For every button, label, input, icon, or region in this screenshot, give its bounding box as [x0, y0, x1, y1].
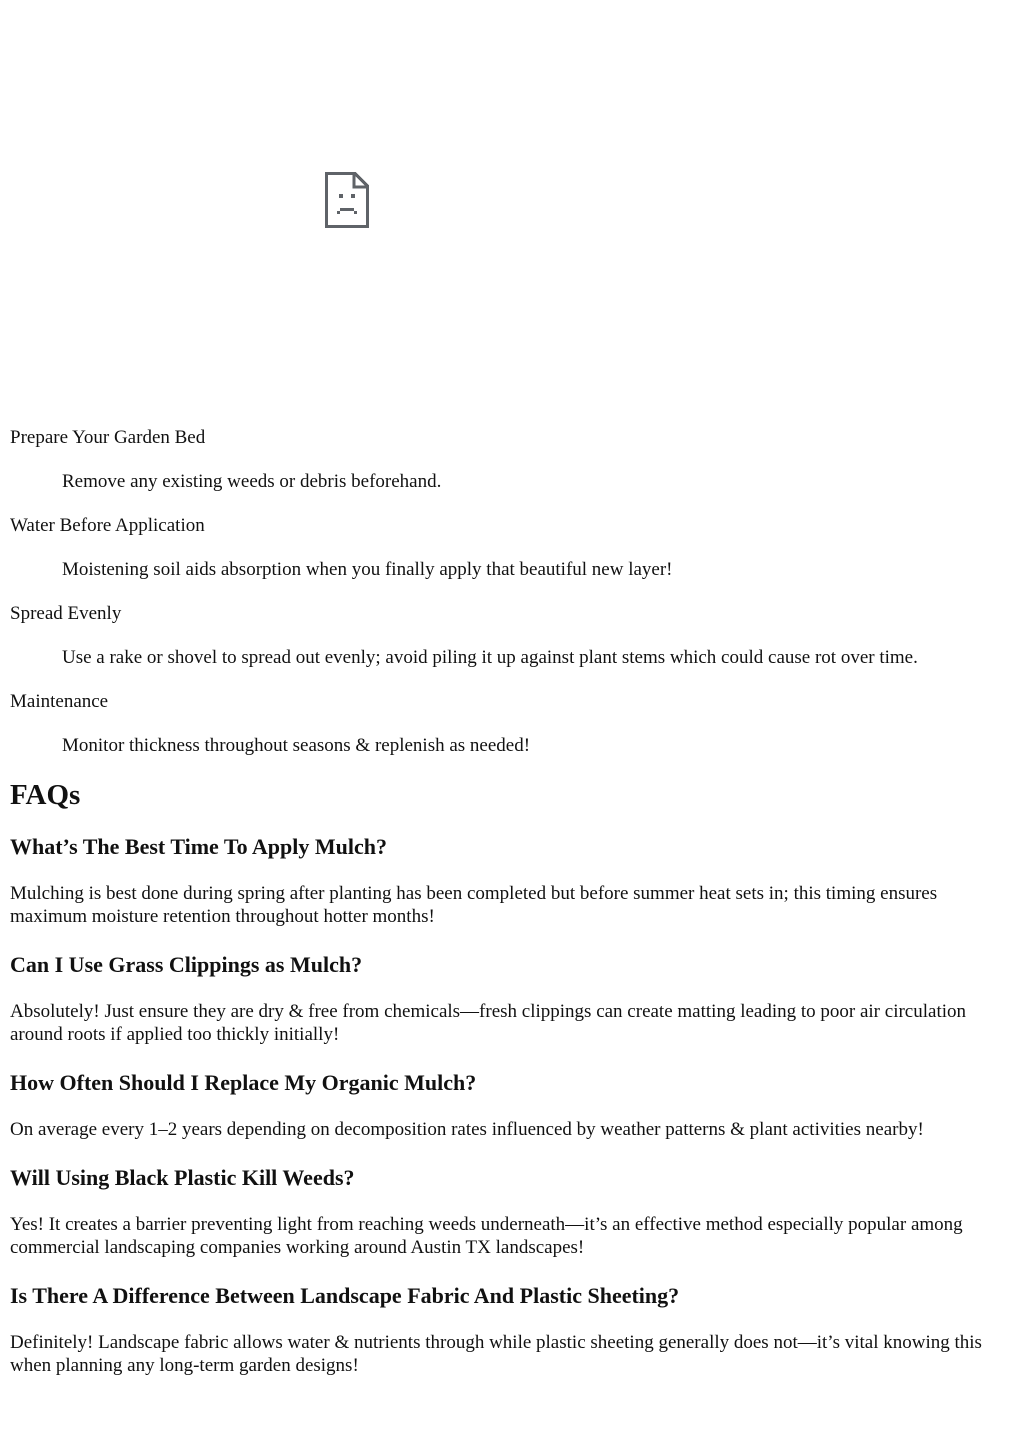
faq-answer: On average every 1–2 years depending on decomposition rates influenced by weather patterns & plant activities nearby! — [10, 1119, 924, 1140]
step-detail: Moistening soil aids absorption when you finally apply that beautiful new layer! — [62, 559, 673, 580]
step-title: Spread Evenly — [10, 603, 122, 624]
faq-heading: FAQs — [10, 779, 81, 811]
faq-question: Can I Use Grass Clippings as Mulch? — [10, 952, 363, 977]
faq-question: What’s The Best Time To Apply Mulch? — [10, 834, 387, 859]
faq-item — [10, 952, 1010, 1046]
faq-answer: Mulching is best done during spring after planting has been completed but before summer heat sets in; this timing ensures maximum moisture retention throughout hotter months! — [10, 883, 938, 927]
faq-question: Will Using Black Plastic Kill Weeds? — [10, 1165, 355, 1190]
embedded-frame — [10, 0, 682, 410]
step-detail: Monitor thickness throughout seasons & replenish as needed! — [62, 735, 531, 756]
mulching-steps-list — [10, 426, 1010, 758]
step-title: Maintenance — [10, 691, 109, 712]
faq-item — [10, 1283, 1010, 1377]
faq-item — [10, 1070, 1010, 1141]
faq-answer: Yes! It creates a barrier preventing light from reaching weeds underneath—it’s an effective method especially popular among commercial landscaping companies working around Austin TX landscapes! — [10, 1214, 963, 1258]
faq-item — [10, 1165, 1010, 1259]
step-title: Prepare Your Garden Bed — [10, 427, 206, 448]
faq-answer: Absolutely! Just ensure they are dry & free from chemicals—fresh clippings can create matting leading to poor air circulation around roots if applied too thickly initially! — [10, 1001, 967, 1045]
article-content — [10, 426, 1010, 1401]
faq-question: Is There A Difference Between Landscape Fabric And Plastic Sheeting? — [10, 1283, 680, 1308]
faq-item — [10, 834, 1010, 928]
step-title: Water Before Application — [10, 515, 205, 536]
faq-question: How Often Should I Replace My Organic Mulch? — [10, 1070, 477, 1095]
faq-answer: Definitely! Landscape fabric allows water & nutrients through while plastic sheeting generally does not—it’s vital knowing this when planning any long-term garden designs! — [10, 1332, 982, 1376]
broken-document-icon — [325, 172, 369, 228]
step-detail: Remove any existing weeds or debris beforehand. — [62, 471, 442, 492]
step-detail: Use a rake or shovel to spread out evenly; avoid piling it up against plant stems which could cause rot over time. — [62, 647, 918, 668]
